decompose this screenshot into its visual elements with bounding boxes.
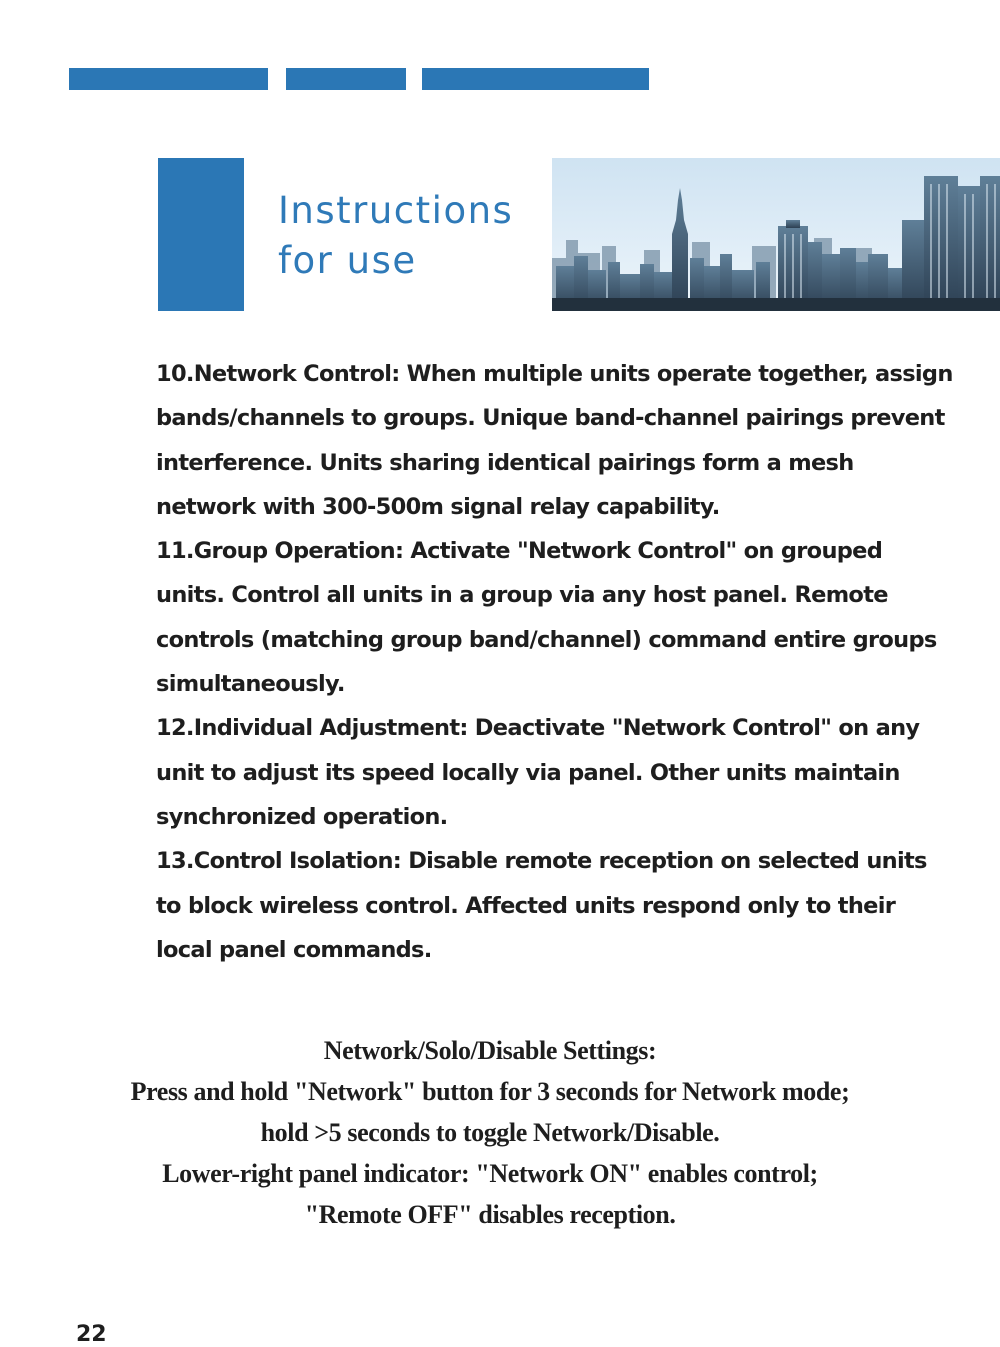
- page-title-line-1: Instructions: [278, 189, 514, 232]
- instructions-list: [156, 352, 956, 972]
- header-bar-segment-1: [69, 68, 268, 90]
- instruction-item: 13.Control Isolation: Disable remote reception on selected units to block wireless control. Affected units respond only to their local panel commands.: [156, 848, 927, 963]
- instruction-item: 10.Network Control: When multiple units operate together, assign bands/channels to groups. Unique band-channel pairings prevent interference. Units sharing identical pairings form a mesh network with 300-500m signal relay capability.: [156, 361, 953, 520]
- header-bar-segment-3: [422, 68, 649, 90]
- page-title-line-2: for use: [278, 239, 417, 282]
- settings-section: [0, 1030, 980, 1235]
- title-accent-block: [158, 158, 244, 311]
- page-title: [278, 186, 513, 286]
- settings-heading: Network/Solo/Disable Settings:: [323, 1036, 657, 1065]
- instruction-item: 11.Group Operation: Activate "Network Control" on grouped units. Control all units in a group via any host panel. Remote controls (matching group band/channel) command entire groups simultaneously.: [156, 538, 937, 698]
- city-skyline-image: [552, 158, 1000, 311]
- page-number: 22: [76, 1322, 107, 1347]
- instruction-item: 12.Individual Adjustment: Deactivate "Network Control" on any unit to adjust its speed locally via panel. Other units maintain synchronized operation.: [156, 715, 920, 830]
- settings-line: hold >5 seconds to toggle Network/Disable.: [260, 1118, 720, 1147]
- settings-line: Lower-right panel indicator: "Network ON" enables control;: [162, 1159, 818, 1188]
- settings-line: "Remote OFF" disables reception.: [304, 1200, 676, 1229]
- settings-line: Press and hold "Network" button for 3 seconds for Network mode;: [130, 1077, 850, 1106]
- header-bar-segment-2: [286, 68, 406, 90]
